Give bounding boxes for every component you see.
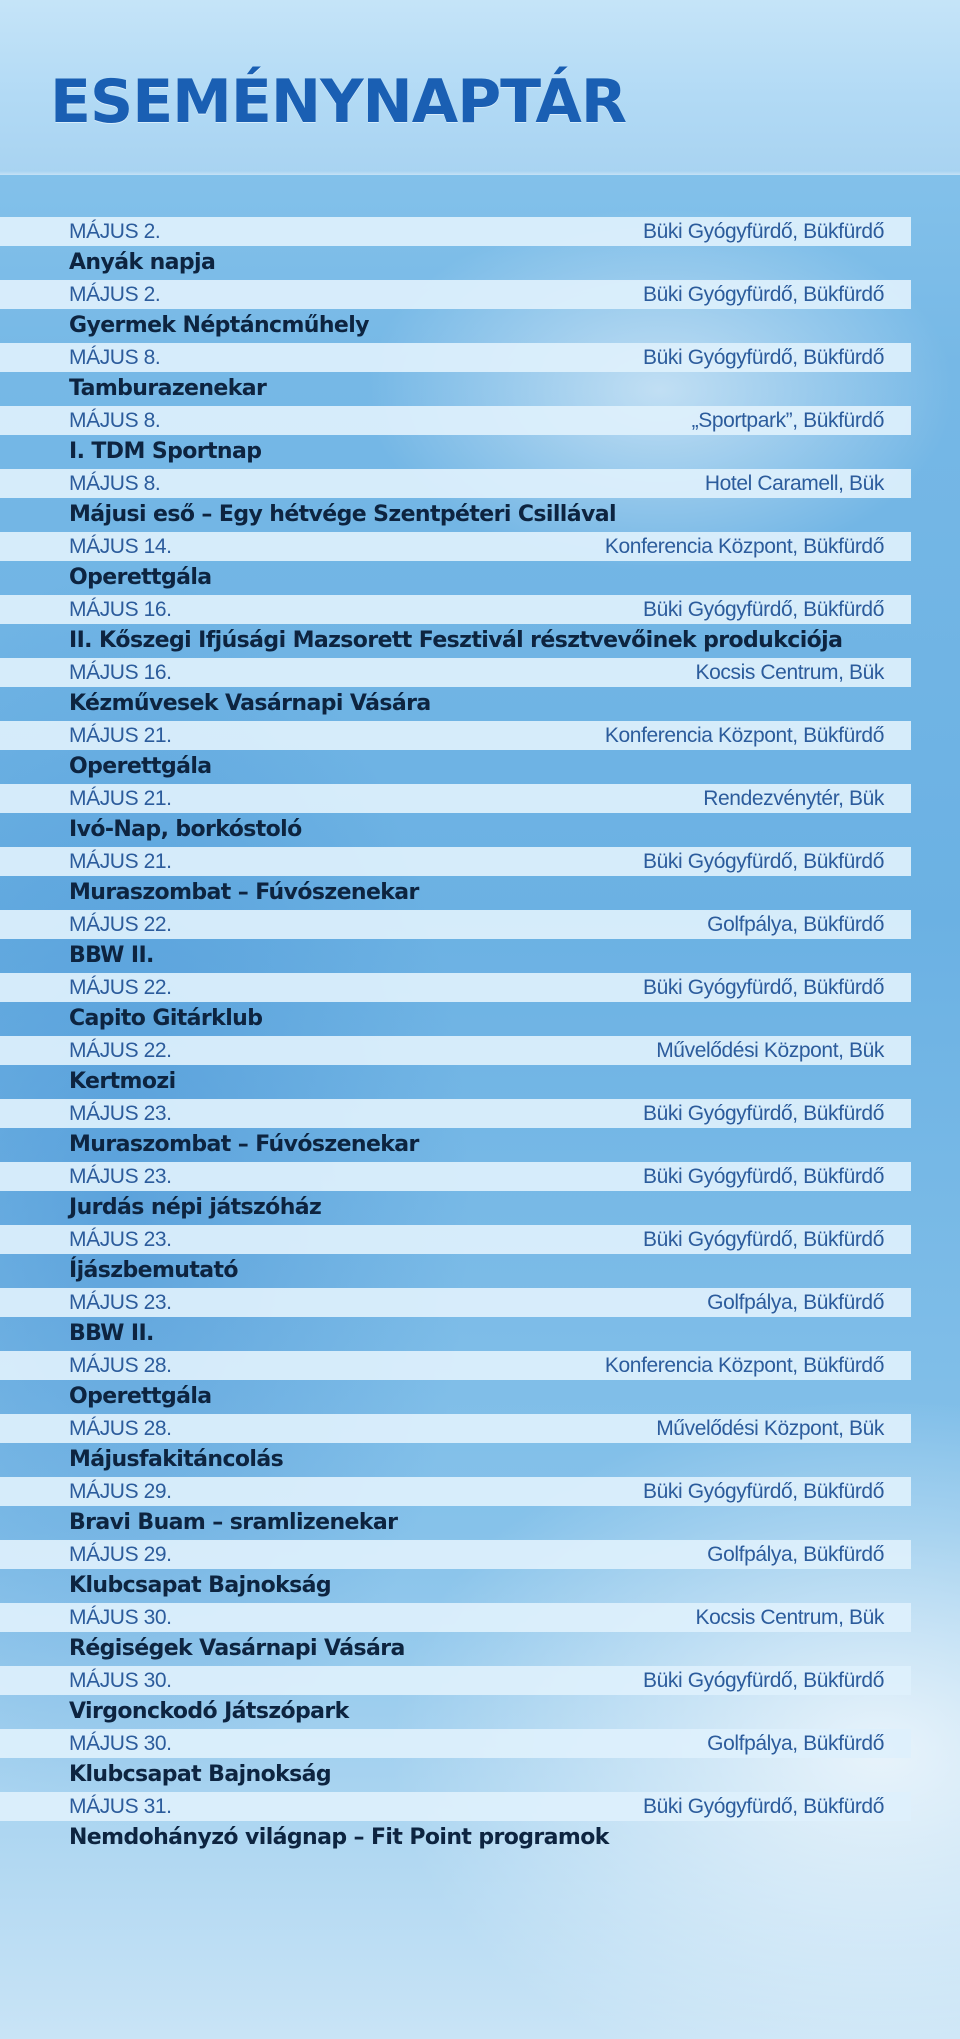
event-venue: Büki Gyógyfürdő, Bükfürdő [643, 283, 884, 306]
event-date: MÁJUS 21. [69, 787, 172, 810]
event-title: BBW II. [69, 943, 154, 968]
event-title: Tamburazenekar [69, 376, 267, 401]
event-item [0, 1351, 960, 1414]
event-item [0, 658, 960, 721]
event-title: Májusi eső – Egy hétvége Szentpéteri Csillával [69, 502, 616, 527]
event-item [0, 595, 960, 658]
event-date: MÁJUS 8. [69, 346, 161, 369]
event-date: MÁJUS 22. [69, 1039, 172, 1062]
event-title: II. Kőszegi Ifjúsági Mazsorett Fesztivál résztvevőinek produkciója [69, 628, 843, 653]
event-date-row [0, 469, 911, 498]
event-title: BBW II. [69, 1321, 154, 1346]
event-venue: Golfpálya, Bükfürdő [707, 1291, 884, 1314]
event-date-row [0, 1351, 911, 1380]
event-date-row [0, 1099, 911, 1128]
event-venue: Golfpálya, Bükfürdő [707, 1543, 884, 1566]
event-date-row [0, 1729, 911, 1758]
event-date: MÁJUS 23. [69, 1102, 172, 1125]
event-title: Nemdohányzó világnap – Fit Point programok [69, 1825, 609, 1850]
event-venue: Konferencia Központ, Bükfürdő [604, 535, 884, 558]
event-item [0, 343, 960, 406]
event-date-row [0, 595, 911, 624]
event-item [0, 1225, 960, 1288]
event-date: MÁJUS 14. [69, 535, 172, 558]
event-date: MÁJUS 2. [69, 283, 161, 306]
event-venue: Büki Gyógyfürdő, Bükfürdő [643, 1480, 884, 1503]
event-date-row [0, 1666, 911, 1695]
event-venue: Büki Gyógyfürdő, Bükfürdő [643, 598, 884, 621]
event-item [0, 1288, 960, 1351]
event-venue: „Sportpark”, Bükfürdő [691, 409, 884, 432]
event-venue: Büki Gyógyfürdő, Bükfürdő [643, 1669, 884, 1692]
event-title: Gyermek Néptáncműhely [69, 313, 369, 338]
event-date: MÁJUS 29. [69, 1480, 172, 1503]
page-title: ESEMÉNYNAPTÁR [50, 67, 627, 137]
event-date-row [0, 847, 911, 876]
event-title: Klubcsapat Bajnokság [69, 1573, 332, 1598]
event-venue: Büki Gyógyfürdő, Bükfürdő [643, 1102, 884, 1125]
event-venue: Büki Gyógyfürdő, Bükfürdő [643, 1795, 884, 1818]
event-date: MÁJUS 30. [69, 1669, 172, 1692]
event-date: MÁJUS 23. [69, 1165, 172, 1188]
event-venue: Büki Gyógyfürdő, Bükfürdő [643, 1228, 884, 1251]
event-item [0, 1729, 960, 1792]
event-venue: Golfpálya, Bükfürdő [707, 1732, 884, 1755]
event-date-row [0, 1036, 911, 1065]
event-date-row [0, 973, 911, 1002]
event-venue: Kocsis Centrum, Bük [695, 1606, 884, 1629]
header-band [0, 0, 960, 175]
event-venue: Művelődési Központ, Bük [656, 1039, 884, 1062]
event-date: MÁJUS 8. [69, 409, 161, 432]
event-date: MÁJUS 30. [69, 1732, 172, 1755]
event-date-row [0, 784, 911, 813]
event-date: MÁJUS 28. [69, 1417, 172, 1440]
event-venue: Konferencia Központ, Bükfürdő [604, 724, 884, 747]
event-date: MÁJUS 22. [69, 976, 172, 999]
event-item [0, 973, 960, 1036]
event-title: Capito Gitárklub [69, 1006, 263, 1031]
event-item [0, 469, 960, 532]
event-item [0, 784, 960, 847]
event-date-row [0, 1540, 911, 1569]
event-item [0, 280, 960, 343]
event-title: Kézművesek Vasárnapi Vására [69, 691, 431, 716]
event-title: Régiségek Vasárnapi Vására [69, 1636, 405, 1661]
event-date: MÁJUS 23. [69, 1291, 172, 1314]
event-date: MÁJUS 30. [69, 1606, 172, 1629]
event-date: MÁJUS 16. [69, 598, 172, 621]
event-date-row [0, 1225, 911, 1254]
event-item [0, 847, 960, 910]
event-title: Anyák napja [69, 250, 216, 275]
event-date-row [0, 343, 911, 372]
event-date: MÁJUS 28. [69, 1354, 172, 1377]
event-date-row [0, 910, 911, 939]
event-item [0, 1540, 960, 1603]
event-date-row [0, 532, 911, 561]
event-title: Muraszombat – Fúvószenekar [69, 1132, 419, 1157]
event-title: Muraszombat – Fúvószenekar [69, 880, 419, 905]
event-venue: Rendezvénytér, Bük [703, 787, 884, 810]
event-item [0, 1792, 960, 1855]
event-item [0, 1666, 960, 1729]
event-title: Íjászbemutató [69, 1258, 238, 1283]
event-item [0, 1603, 960, 1666]
event-venue: Büki Gyógyfürdő, Bükfürdő [643, 976, 884, 999]
event-date: MÁJUS 31. [69, 1795, 172, 1818]
event-item [0, 217, 960, 280]
event-item [0, 1477, 960, 1540]
event-title: Operettgála [69, 754, 212, 779]
event-item [0, 1414, 960, 1477]
event-date-row [0, 658, 911, 687]
event-date: MÁJUS 22. [69, 913, 172, 936]
event-date: MÁJUS 21. [69, 724, 172, 747]
event-item [0, 532, 960, 595]
event-title: Májusfakitáncolás [69, 1447, 284, 1472]
event-date: MÁJUS 29. [69, 1543, 172, 1566]
event-title: Klubcsapat Bajnokság [69, 1762, 332, 1787]
event-item [0, 1036, 960, 1099]
event-venue: Kocsis Centrum, Bük [695, 661, 884, 684]
event-date-row [0, 721, 911, 750]
event-date-row [0, 1603, 911, 1632]
event-date-row [0, 1162, 911, 1191]
event-venue: Büki Gyógyfürdő, Bükfürdő [643, 850, 884, 873]
event-item [0, 1099, 960, 1162]
event-date-row [0, 1288, 911, 1317]
event-item [0, 1162, 960, 1225]
event-date: MÁJUS 2. [69, 220, 161, 243]
event-venue: Büki Gyógyfürdő, Bükfürdő [643, 346, 884, 369]
event-date-row [0, 1792, 911, 1821]
event-title: Virgonckodó Játszópark [69, 1699, 349, 1724]
event-item [0, 910, 960, 973]
event-title: Operettgála [69, 565, 212, 590]
event-venue: Hotel Caramell, Bük [704, 472, 884, 495]
event-date-row [0, 280, 911, 309]
event-venue: Művelődési Központ, Bük [656, 1417, 884, 1440]
event-title: Jurdás népi játszóház [69, 1195, 322, 1220]
event-date-row [0, 406, 911, 435]
event-item [0, 721, 960, 784]
event-venue: Konferencia Központ, Bükfürdő [604, 1354, 884, 1377]
event-date: MÁJUS 16. [69, 661, 172, 684]
event-date-row [0, 1477, 911, 1506]
event-venue: Büki Gyógyfürdő, Bükfürdő [643, 1165, 884, 1188]
event-item [0, 406, 960, 469]
event-title: Operettgála [69, 1384, 212, 1409]
event-title: Ivó-Nap, borkóstoló [69, 817, 302, 842]
event-title: I. TDM Sportnap [69, 439, 262, 464]
event-date: MÁJUS 23. [69, 1228, 172, 1251]
event-venue: Büki Gyógyfürdő, Bükfürdő [643, 220, 884, 243]
event-list [0, 217, 960, 1855]
event-date-row [0, 1414, 911, 1443]
event-title: Kertmozi [69, 1069, 176, 1094]
event-date: MÁJUS 21. [69, 850, 172, 873]
event-title: Bravi Buam – sramlizenekar [69, 1510, 398, 1535]
event-venue: Golfpálya, Bükfürdő [707, 913, 884, 936]
event-date-row [0, 217, 911, 246]
event-date: MÁJUS 8. [69, 472, 161, 495]
